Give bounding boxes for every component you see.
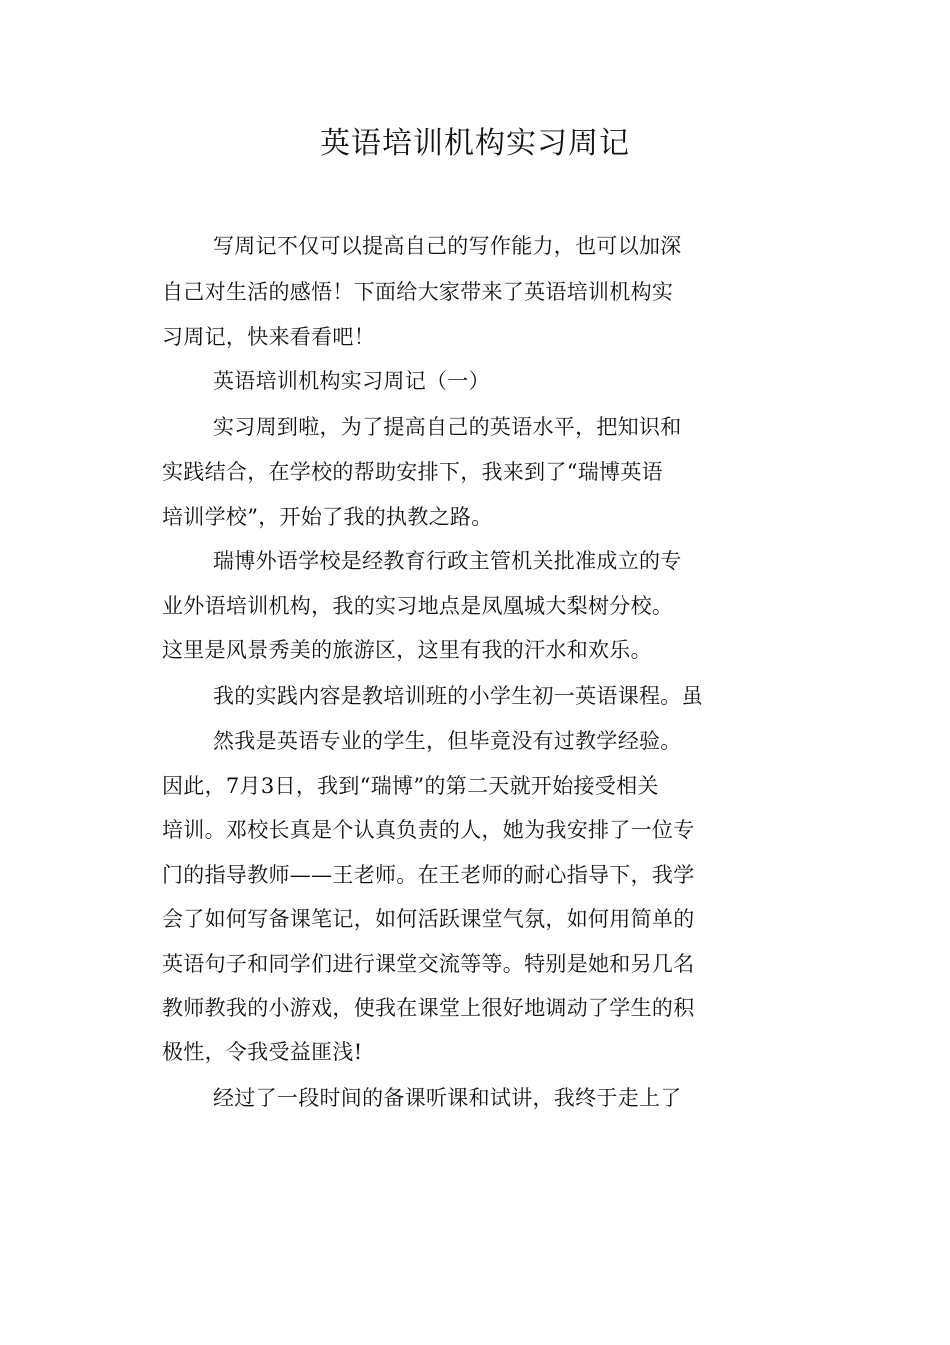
paragraph-line: 业外语培训机构，我的实习地点是凤凰城大梨树分校。 [162,594,674,618]
paragraph-line: 培训学校”，开始了我的执教之路。 [162,505,493,529]
paragraph-line: 经过了一段时间的备课听课和试讲，我终于走上了 [213,1086,682,1110]
paragraph-line: 我的实践内容是教培训班的小学生初一英语课程。虽 [213,684,703,708]
paragraph-line: 培训。邓校长真是个认真负责的人，她为我安排了一位专 [162,818,695,842]
document-title: 英语培训机构实习周记 [320,126,630,161]
paragraph-line: 教师教我的小游戏，使我在课堂上很好地调动了学生的积 [162,996,695,1020]
paragraph-line: 自己对生活的感悟！下面给大家带来了英语培训机构实 [162,280,674,304]
paragraph-line: 实践结合，在学校的帮助安排下，我来到了“瑞博英语 [162,460,663,484]
paragraph-line: 然我是英语专业的学生，但毕竟没有过教学经验。 [213,729,682,753]
paragraph-line: 英语句子和同学们进行课堂交流等等。特别是她和另几名 [162,952,695,976]
paragraph-line: 会了如何写备课笔记，如何活跃课堂气氛，如何用简单的 [162,907,695,931]
paragraph-line: 瑞博外语学校是经教育行政主管机关批准成立的专 [213,549,682,573]
paragraph-line: 门的指导教师——王老师。在王老师的耐心指导下，我学 [162,863,695,887]
paragraph-line: 极性，令我受益匪浅! [162,1040,363,1064]
paragraph-line: 实习周到啦，为了提高自己的英语水平，把知识和 [213,415,682,439]
paragraph-line: 这里是风景秀美的旅游区，这里有我的汗水和欢乐。 [162,638,652,662]
section-heading: 英语培训机构实习周记（一） [213,369,490,393]
paragraph-line: 写周记不仅可以提高自己的写作能力，也可以加深 [213,234,682,258]
paragraph-line: 因此，7月3日，我到“瑞博”的第二天就开始接受相关 [162,774,659,798]
paragraph-line: 习周记，快来看看吧！ [162,325,375,349]
